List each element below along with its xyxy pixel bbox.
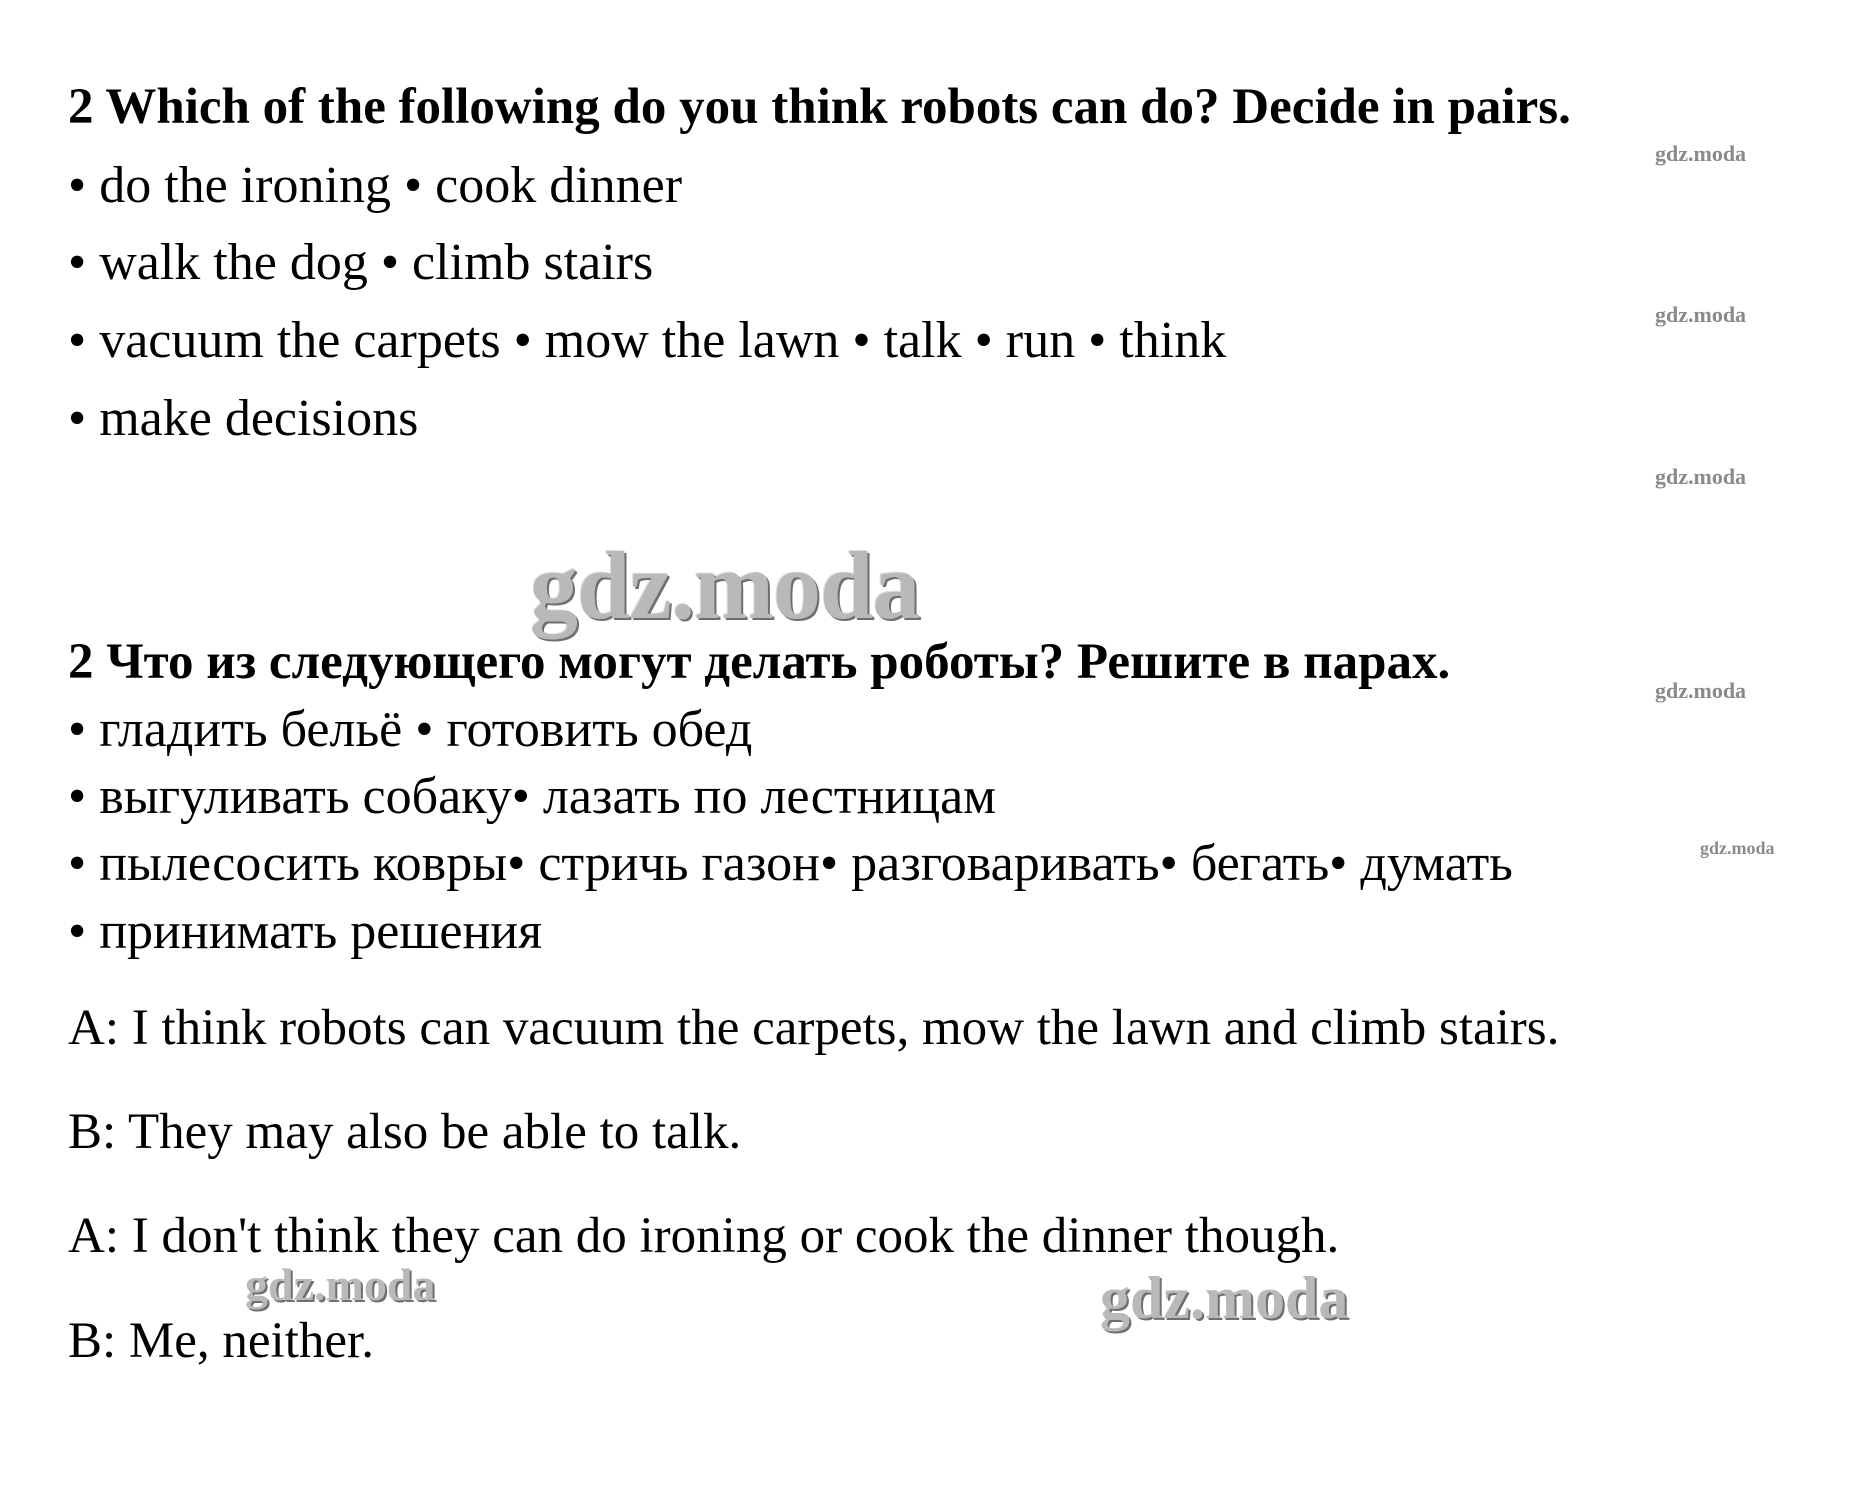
english-item: • make decisions (68, 390, 419, 447)
russian-item: • принимать решения (68, 903, 543, 960)
english-item: • do the ironing • cook dinner (68, 157, 683, 214)
watermark: gdz.moda (1655, 302, 1747, 327)
russian-item: • пылесосить ковры• стричь газон• разговаривать• бегать• думать (68, 835, 1513, 892)
russian-item: • выгуливать собаку• лазать по лестницам (68, 768, 997, 825)
dialogue-line: A: I don't think they can do ironing or cook the dinner though. (68, 1208, 1340, 1264)
english-item: • walk the dog • climb stairs (68, 234, 654, 291)
watermark: gdz.moda (1655, 678, 1747, 703)
watermark: gdz.moda (1100, 1265, 1349, 1331)
watermark: gdz.moda (245, 1259, 436, 1310)
dialogue-line: B: Me, neither. (68, 1313, 374, 1369)
english-heading: 2 Which of the following do you think robots can do? Decide in pairs. (68, 79, 1571, 135)
english-item: • vacuum the carpets • mow the lawn • talk • run • think (68, 312, 1227, 369)
watermark: gdz.moda (1655, 141, 1747, 166)
russian-item: • гладить бельё • готовить обед (68, 701, 753, 758)
dialogue-line: A: I think robots can vacuum the carpets, mow the lawn and climb stairs. (68, 1000, 1560, 1056)
dialogue-line: B: They may also be able to talk. (68, 1104, 742, 1160)
watermark: gdz.moda (1655, 464, 1747, 489)
watermark: gdz.moda (1700, 838, 1775, 858)
russian-heading: 2 Что из следующего могут делать роботы? Решите в парах. (68, 634, 1451, 690)
watermark: gdz.moda (530, 532, 920, 639)
